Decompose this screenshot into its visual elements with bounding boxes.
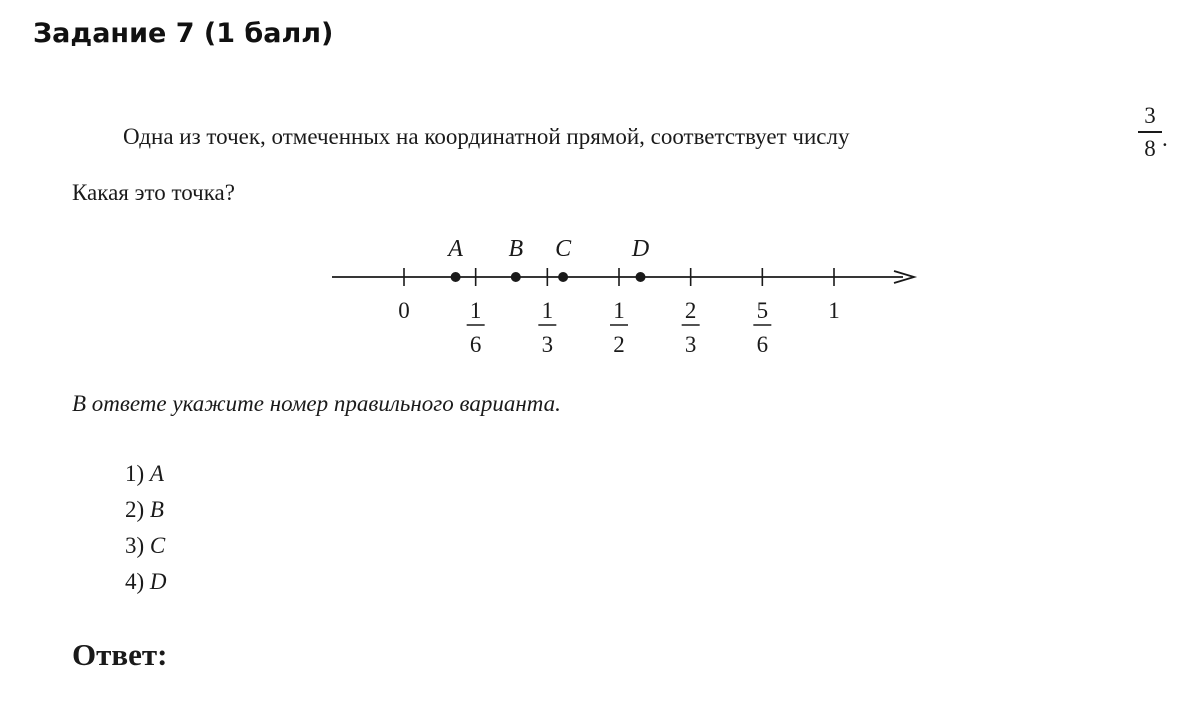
question-text-line2: Какая это точка? — [72, 180, 235, 205]
point-c — [558, 272, 568, 282]
question-period: . — [1162, 126, 1168, 151]
number-line — [320, 228, 930, 363]
answer-options — [125, 458, 167, 602]
option-number: 2) — [125, 497, 145, 522]
instruction-text: В ответе укажите номер правильного варианта. — [72, 391, 561, 416]
tick-label-denominator: 6 — [756, 332, 769, 357]
tick-label-denominator: 3 — [541, 332, 554, 357]
point-label: B — [508, 236, 524, 262]
option-letter: B — [149, 497, 164, 522]
option-letter: C — [149, 533, 166, 558]
option-letter: D — [149, 569, 167, 594]
option-2[interactable] — [125, 494, 167, 530]
tick-label-numerator: 5 — [756, 298, 769, 323]
tick-label-denominator: 3 — [684, 332, 697, 357]
option-3[interactable] — [125, 530, 167, 566]
fraction-denominator: 8 — [1144, 135, 1156, 161]
option-1[interactable] — [125, 458, 167, 494]
answer-label: Ответ: — [72, 637, 168, 672]
point-d — [636, 272, 646, 282]
tick-label-numerator: 2 — [684, 298, 697, 323]
fraction-numerator: 3 — [1144, 103, 1156, 128]
tick-label-numerator: 1 — [613, 298, 625, 323]
tick-label-denominator: 2 — [613, 332, 625, 357]
fraction-bar — [1138, 131, 1162, 133]
point-b — [511, 272, 521, 282]
task-title: Задание 7 (1 балл) — [33, 18, 334, 49]
tick-label: 0 — [398, 298, 410, 323]
fraction-three-eighths — [1138, 103, 1162, 162]
question-text: Одна из точек, отмеченных на координатной прямой, соответствует числу — [123, 124, 850, 149]
option-4[interactable] — [125, 566, 167, 602]
option-number: 3) — [125, 533, 145, 558]
point-label: C — [555, 236, 572, 262]
point-label: A — [448, 236, 463, 262]
tick-label-numerator: 1 — [469, 298, 482, 323]
tick-label-numerator: 1 — [541, 298, 554, 323]
option-number: 4) — [125, 569, 145, 594]
option-letter: A — [149, 461, 164, 486]
tick-label: 1 — [828, 298, 840, 323]
option-number: 1) — [125, 461, 145, 486]
point-a — [451, 272, 461, 282]
tick-label-denominator: 6 — [469, 332, 482, 357]
point-label: D — [631, 236, 650, 262]
